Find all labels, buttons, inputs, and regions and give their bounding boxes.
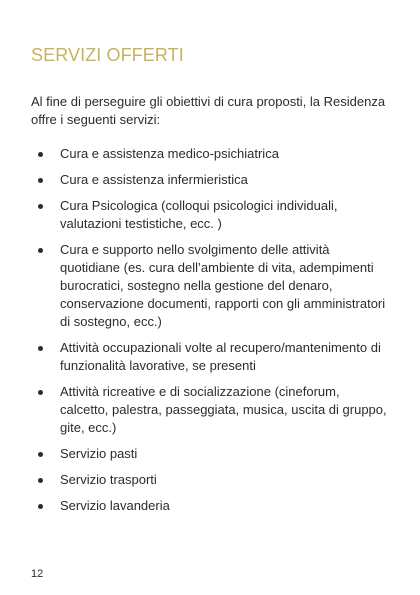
service-item-label: Cura e assistenza infermieristica [60,172,248,187]
bullet-icon [38,152,43,157]
service-item-label: Cura Psicologica (colloqui psicologici individuali, valutazioni testistiche, ecc. ) [60,198,338,231]
service-item-psicologica [31,197,391,233]
service-item-infermieristica [31,171,391,189]
service-item-trasporti [31,471,391,489]
service-item-label: Cura e supporto nello svolgimento delle attività quotidiane (es. cura dell’ambiente di vita, adempimenti burocratici, sostegno nella gestione del denaro, conservazione documenti, rapporti con gli amministratori di sostegno, ecc.) [60,242,386,329]
page-title: SERVIZI OFFERTI [31,45,184,65]
service-item-medico-psichiatrica [31,145,391,163]
service-item-attivita-ricreative [31,383,391,437]
service-item-lavanderia [31,497,391,515]
service-item-pasti [31,445,391,463]
bullet-icon [38,504,43,509]
bullet-icon [38,478,43,483]
intro-paragraph: Al fine di perseguire gli obiettivi di cura proposti, la Residenza offre i seguenti servizi: [31,94,386,127]
bullet-icon [38,178,43,183]
bullet-icon [38,452,43,457]
service-item-label: Attività ricreative e di socializzazione (cineforum, calcetto, palestra, passeggiata, musica, uscita di gruppo, gite, ecc.) [60,384,387,435]
services-list [31,145,391,523]
service-item-attivita-occupazionali [31,339,391,375]
page-number: 12 [31,568,44,580]
bullet-icon [38,248,43,253]
service-item-label: Servizio lavanderia [60,498,170,513]
service-item-label: Servizio trasporti [60,472,157,487]
bullet-icon [38,204,43,209]
service-item-label: Servizio pasti [60,446,138,461]
service-item-attivita-quotidiane [31,241,391,331]
bullet-icon [38,390,43,395]
service-item-label: Attività occupazionali volte al recupero/mantenimento di funzionalità lavorative, se presenti [60,340,381,373]
service-item-label: Cura e assistenza medico-psichiatrica [60,146,279,161]
bullet-icon [38,346,43,351]
